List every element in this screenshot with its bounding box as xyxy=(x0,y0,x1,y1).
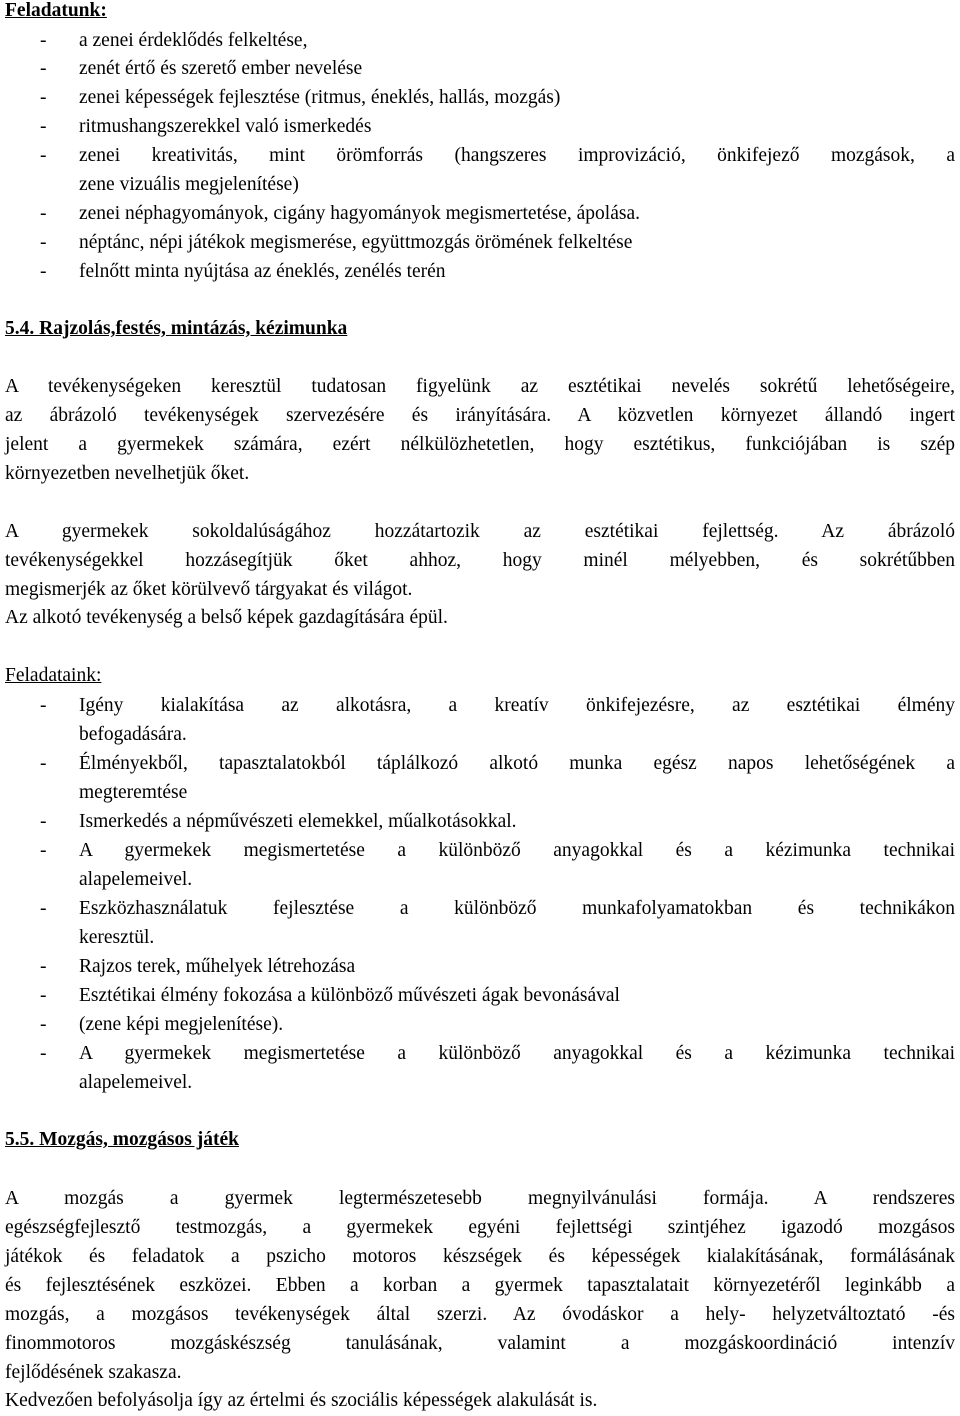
paragraph-line: A gyermekek sokoldalúságához hozzátartozik az esztétikai fejlettség. Az ábrázoló xyxy=(5,521,955,542)
paragraph-line: A mozgás a gyermek legtermészetesebb megnyilvánulási formája. A rendszeres xyxy=(5,1188,955,1209)
list-item: A gyermekek megismertetése a különböző anyagokkal és a kézimunka technikai xyxy=(79,1043,955,1064)
list-item-continuation: alapelemeivel. xyxy=(79,1072,193,1093)
bullet-dash: - xyxy=(40,753,47,774)
paragraph-line: megismerjék az őket körülvevő tárgyakat és világot. xyxy=(5,579,413,600)
paragraph-line: mozgás, a mozgásos tevékenységek által szerzi. Az óvodáskor a hely- helyzetváltoztató -és xyxy=(5,1304,955,1325)
list-item: néptánc, népi játékok megismerése, együttmozgás örömének felkeltése xyxy=(79,232,633,253)
section-heading-5-5: 5.5. Mozgás, mozgásos játék xyxy=(5,1129,239,1150)
list-item: (zene képi megjelenítése). xyxy=(79,1014,284,1035)
paragraph-line: jelent a gyermekek számára, ezért nélkülözhetetlen, hogy esztétikus, funkciójában is szép xyxy=(5,434,955,455)
bullet-dash: - xyxy=(40,203,47,224)
bullet-dash: - xyxy=(40,898,47,919)
list-item: Eszközhasználatuk fejlesztése a különböző munkafolyamatokban és technikákon xyxy=(79,898,955,919)
bullet-dash: - xyxy=(40,145,47,166)
section-heading-5-4: 5.4. Rajzolás,festés, mintázás, kézimunka xyxy=(5,318,348,339)
list-item: Ismerkedés a népművészeti elemekkel, műalkotásokkal. xyxy=(79,811,517,832)
paragraph-line: A tevékenységeken keresztül tudatosan figyelünk az esztétikai nevelés sokrétű lehetőségeire, xyxy=(5,376,955,397)
list-item: zenei néphagyományok, cigány hagyományok megismertetése, ápolása. xyxy=(79,203,640,224)
bullet-dash: - xyxy=(40,695,47,716)
list-item: zenei képességek fejlesztése (ritmus, éneklés, hallás, mozgás) xyxy=(79,87,561,108)
bullet-dash: - xyxy=(40,116,47,137)
list-item: Esztétikai élmény fokozása a különböző művészeti ágak bevonásával xyxy=(79,985,620,1006)
list-item-continuation: alapelemeivel. xyxy=(79,869,193,890)
bullet-dash: - xyxy=(40,1014,47,1035)
paragraph-line: tevékenységekkel hozzásegítjük őket ahhoz, hogy minél mélyebben, és sokrétűbben xyxy=(5,550,955,571)
paragraph-line: fejlődésének szakasza. xyxy=(5,1362,182,1383)
paragraph-line: egészségfejlesztő testmozgás, a gyermekek egyéni fejlettségi szintjéhez igazodó mozgásos xyxy=(5,1217,955,1238)
paragraph-line: Kedvezően befolyásolja így az értelmi és szociális képességek alakulását is. xyxy=(5,1390,598,1411)
bullet-dash: - xyxy=(40,232,47,253)
bullet-dash: - xyxy=(40,58,47,79)
bullet-dash: - xyxy=(40,87,47,108)
paragraph-line: az ábrázoló tevékenységek szervezésére és irányítására. A közvetlen környezet állandó ingert xyxy=(5,405,955,426)
list-item: zenét értő és szerető ember nevelése xyxy=(79,58,363,79)
list-item: Igény kialakítása az alkotásra, a kreatív önkifejezésre, az esztétikai élmény xyxy=(79,695,955,716)
list-item-continuation: zene vizuális megjelenítése) xyxy=(79,174,299,195)
bullet-dash: - xyxy=(40,985,47,1006)
list-item: Rajzos terek, műhelyek létrehozása xyxy=(79,956,356,977)
tasks-heading: Feladataink: xyxy=(5,665,102,686)
bullet-dash: - xyxy=(40,30,47,51)
list-item: zenei kreativitás, mint örömforrás (hangszeres improvizáció, önkifejező mozgások, a xyxy=(79,145,955,166)
list-item: a zenei érdeklődés felkeltése, xyxy=(79,30,308,51)
bullet-dash: - xyxy=(40,840,47,861)
list-item: felnőtt minta nyújtása az éneklés, zenélés terén xyxy=(79,261,446,282)
list-item-continuation: keresztül. xyxy=(79,927,155,948)
bullet-dash: - xyxy=(40,811,47,832)
bullet-dash: - xyxy=(40,956,47,977)
paragraph-line: és fejlesztésének eszközei. Ebben a korban a gyermek tapasztalatait környezetéről leginkább a xyxy=(5,1275,955,1296)
section-heading-feladatunk: Feladatunk: xyxy=(5,0,107,21)
paragraph-line: játékok és feladatok a pszicho motoros készségek és képességek kialakításának, formálásának xyxy=(5,1246,955,1267)
list-item: A gyermekek megismertetése a különböző anyagokkal és a kézimunka technikai xyxy=(79,840,955,861)
list-item-continuation: befogadására. xyxy=(79,724,187,745)
bullet-dash: - xyxy=(40,261,47,282)
paragraph-line: Az alkotó tevékenység a belső képek gazdagítására épül. xyxy=(5,607,448,628)
paragraph-line: környezetben nevelhetjük őket. xyxy=(5,463,250,484)
list-item-continuation: megteremtése xyxy=(79,782,188,803)
paragraph-line: finommotoros mozgáskészség tanulásának, valamint a mozgáskoordináció intenzív xyxy=(5,1333,955,1354)
bullet-dash: - xyxy=(40,1043,47,1064)
list-item: ritmushangszerekkel való ismerkedés xyxy=(79,116,372,137)
list-item: Élményekből, tapasztalatokból táplálkozó alkotó munka egész napos lehetőségének a xyxy=(79,753,955,774)
